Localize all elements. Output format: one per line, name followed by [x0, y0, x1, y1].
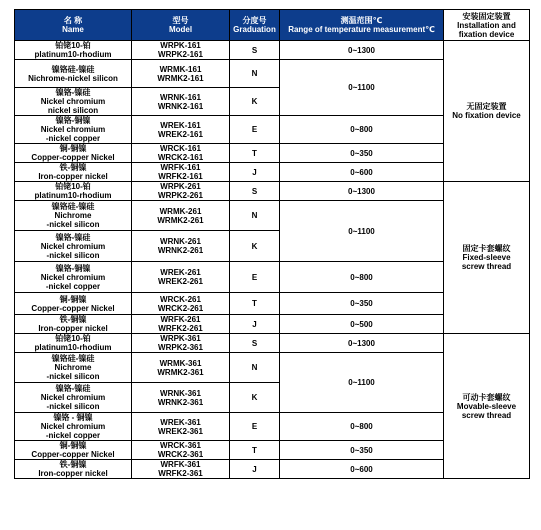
graduation-cell: K: [230, 231, 280, 262]
material-name-en: Nichrome: [54, 363, 92, 372]
model-number: WRNK-161: [160, 92, 201, 102]
range-cell: 0~800: [280, 262, 444, 293]
model-number: WREK-361: [160, 417, 201, 427]
model-number: WRFK2-361: [158, 469, 203, 478]
range-cell: 0~800: [280, 116, 444, 144]
fixation-device-cell: [444, 334, 530, 479]
header-installation: [444, 10, 530, 41]
model-number: WRFK-161: [160, 163, 201, 172]
model-number: WRMK-161: [159, 64, 202, 74]
model-cell: [132, 163, 230, 182]
header-graduation: [230, 10, 280, 41]
material-name-cell: [15, 383, 132, 413]
header-graduation-cn: 分度号: [242, 16, 267, 25]
material-name-en: -nickel silicon: [46, 220, 100, 229]
material-name-cn: 镍铬-镍硅: [55, 232, 91, 242]
fixation-cn: 固定卡套螺纹: [462, 244, 511, 253]
header-graduation-en: Graduation: [233, 25, 276, 34]
model-cell: [132, 116, 230, 144]
material-name-cell: [15, 88, 132, 116]
material-name-en: platinum10-rhodium: [34, 191, 112, 200]
material-name-en: platinum10-rhodium: [34, 343, 112, 352]
fixation-cn: 无固定装置: [466, 102, 507, 111]
graduation-cell: N: [230, 60, 280, 88]
header-installation-cn: 安装固定装置: [462, 11, 511, 21]
range-cell: 0~1100: [280, 201, 444, 262]
material-name-cell: [15, 116, 132, 144]
material-name-cn: 镍铬硅-镍硅: [51, 202, 95, 211]
material-name-cell: [15, 262, 132, 293]
material-name-cell: [15, 315, 132, 334]
graduation-cell: J: [230, 315, 280, 334]
range-cell: 0~500: [280, 315, 444, 334]
model-number: WRPK2-161: [158, 50, 203, 59]
graduation-cell: E: [230, 116, 280, 144]
material-name-cell: [15, 293, 132, 315]
fixation-en2: screw thread: [461, 410, 512, 420]
material-name-cell: [15, 460, 132, 479]
material-name-cn: 铜-铜镍: [59, 441, 87, 450]
model-cell: [132, 383, 230, 413]
model-number: WRMK2-361: [157, 367, 204, 377]
model-cell: [132, 201, 230, 231]
material-name-cell: [15, 182, 132, 201]
material-name-en: Iron-copper nickel: [38, 172, 108, 181]
model-number: WRPK-161: [160, 41, 201, 50]
header-name-en: Name: [62, 25, 84, 34]
model-cell: [132, 144, 230, 163]
material-name-cn: 铜-铜镍: [59, 144, 87, 153]
material-name-cn: 镍铬-镍硅: [55, 88, 91, 97]
graduation-cell: N: [230, 353, 280, 383]
model-cell: [132, 460, 230, 479]
header-range-cn: 测温范围℃: [340, 16, 383, 25]
material-name-cell: [15, 41, 132, 60]
material-name-en: -nickel copper: [45, 431, 101, 440]
material-name-en: -nickel copper: [45, 134, 101, 143]
material-name-en: -nickel silicon: [46, 402, 100, 411]
material-name-cell: [15, 60, 132, 88]
fixation-en1: Fixed-sleeve: [462, 253, 511, 262]
material-name-en: Copper-copper Nickel: [31, 450, 115, 459]
model-number: WRPK-361: [160, 334, 201, 343]
material-name-cn: 镍铬硅-镍硅: [51, 64, 95, 74]
header-name: [15, 10, 132, 41]
material-name-cn: 镍铬-镍硅: [55, 384, 91, 393]
model-number: WRCK2-261: [157, 303, 204, 313]
material-name-cn: 镍铬硅-镍硅: [51, 354, 95, 363]
model-number: WRFK2-261: [158, 324, 203, 333]
header-range-en: Range of temperature measurement℃: [288, 25, 435, 34]
header-installation-en1: Installation and: [457, 20, 516, 30]
model-number: WRMK2-161: [157, 73, 204, 83]
range-cell: 0~1300: [280, 41, 444, 60]
material-name-cell: [15, 144, 132, 163]
material-name-en: Nickel chromium: [40, 272, 106, 282]
model-number: WRFK-361: [160, 460, 201, 469]
material-name-cell: [15, 231, 132, 262]
fixation-cn: 可动卡套螺纹: [462, 392, 511, 402]
graduation-cell: J: [230, 460, 280, 479]
range-cell: 0~1300: [280, 334, 444, 353]
range-cell: 0~350: [280, 441, 444, 460]
model-number: WRCK2-161: [157, 153, 204, 162]
fixation-en1: No fixation device: [452, 111, 521, 120]
material-name-en: Copper-copper Nickel: [31, 153, 115, 162]
material-name-en: nickel silicon: [47, 106, 99, 115]
material-name-cell: [15, 441, 132, 460]
model-cell: [132, 334, 230, 353]
model-number: WREK2-161: [158, 129, 203, 139]
model-cell: [132, 315, 230, 334]
graduation-cell: T: [230, 293, 280, 315]
model-number: WRPK-261: [160, 182, 201, 191]
spec-table-container: [14, 9, 529, 479]
model-number: WRFK2-161: [158, 172, 203, 181]
model-cell: [132, 413, 230, 441]
graduation-cell: T: [230, 144, 280, 163]
model-number: WREK2-261: [158, 277, 203, 286]
range-cell: 0~1100: [280, 353, 444, 413]
range-cell: 0~1300: [280, 182, 444, 201]
material-name-en: Iron-copper nickel: [38, 324, 108, 333]
model-cell: [132, 262, 230, 293]
range-cell: 0~350: [280, 293, 444, 315]
model-number: WREK-261: [160, 268, 201, 277]
model-cell: [132, 231, 230, 262]
header-row: [15, 10, 530, 41]
model-number: WRFK-261: [160, 315, 201, 324]
model-number: WRPK2-361: [158, 343, 203, 352]
material-name-en: Nickel chromium: [40, 125, 106, 134]
model-cell: [132, 353, 230, 383]
material-name-cell: [15, 163, 132, 182]
model-cell: [132, 293, 230, 315]
material-name-cn: 铁-铜镍: [59, 163, 87, 172]
graduation-cell: T: [230, 441, 280, 460]
graduation-cell: K: [230, 383, 280, 413]
header-installation-en2: fixation device: [458, 29, 515, 39]
range-cell: 0~600: [280, 460, 444, 479]
fixation-en1: Movable-sleeve: [456, 401, 517, 411]
material-name-en: -nickel silicon: [46, 372, 100, 381]
graduation-cell: E: [230, 413, 280, 441]
material-name-en: Nickel chromium: [40, 97, 106, 106]
material-name-en: Iron-copper nickel: [38, 469, 108, 478]
model-number: WRPK2-261: [158, 191, 203, 200]
model-number: WRCK2-361: [157, 450, 204, 459]
model-number: WRNK2-161: [157, 101, 204, 111]
header-model: [132, 10, 230, 41]
range-cell: 0~350: [280, 144, 444, 163]
material-name-en: Nickel chromium: [40, 241, 106, 251]
graduation-cell: E: [230, 262, 280, 293]
model-cell: [132, 88, 230, 116]
graduation-cell: S: [230, 182, 280, 201]
material-name-en: Nichrome-nickel silicon: [28, 73, 118, 83]
model-number: WREK2-361: [158, 426, 203, 436]
material-name-en: -nickel silicon: [46, 250, 100, 260]
table-row: [15, 334, 530, 353]
material-name-cn: 镍铬-铜镍: [55, 263, 91, 273]
fixation-device-cell: [444, 182, 530, 334]
material-name-cn: 铁-铜镍: [59, 315, 87, 324]
model-number: WREK-161: [160, 120, 201, 130]
model-number: WRNK-261: [160, 237, 201, 246]
model-number: WRNK2-261: [157, 246, 204, 255]
material-name-cell: [15, 353, 132, 383]
model-number: WRMK2-261: [157, 215, 204, 225]
material-name-cn: 铂铑10-铂: [55, 334, 91, 343]
material-name-cn: 铂铑10-铂: [55, 41, 91, 50]
material-name-cell: [15, 201, 132, 231]
material-name-en: Nickel chromium: [40, 422, 106, 431]
model-number: WRCK-261: [160, 294, 201, 304]
graduation-cell: K: [230, 88, 280, 116]
material-name-cn: 铂铑10-铂: [55, 182, 91, 191]
header-range: [280, 10, 444, 41]
model-cell: [132, 441, 230, 460]
fixation-device-cell: [444, 41, 530, 182]
spec-table-body: [15, 41, 530, 479]
graduation-cell: S: [230, 334, 280, 353]
header-model-en: Model: [168, 25, 193, 34]
range-cell: 0~800: [280, 413, 444, 441]
header-model-cn: 型号: [172, 16, 189, 25]
material-name-en: platinum10-rhodium: [34, 50, 112, 59]
graduation-cell: N: [230, 201, 280, 231]
material-name-cn: 铁-铜镍: [59, 460, 87, 469]
model-number: WRNK2-361: [157, 397, 204, 407]
model-cell: [132, 41, 230, 60]
material-name-en: Copper-copper Nickel: [31, 303, 115, 313]
material-name-en: -nickel copper: [45, 281, 101, 291]
graduation-cell: J: [230, 163, 280, 182]
header-name-cn: 名 称: [63, 16, 83, 25]
material-name-cn: 镍铬-铜镍: [55, 116, 91, 125]
model-number: WRNK-361: [160, 388, 201, 398]
material-name-en: Nichrome: [54, 211, 92, 220]
graduation-cell: S: [230, 41, 280, 60]
thermocouple-spec-table: [14, 9, 530, 479]
material-name-cn: 铜-铜镍: [59, 294, 87, 304]
material-name-cell: [15, 334, 132, 353]
material-name-cn: 镍铬 - 铜镍: [53, 413, 93, 422]
table-row: [15, 41, 530, 60]
model-number: WRCK-361: [160, 441, 201, 450]
model-number: WRMK-261: [159, 206, 202, 216]
table-row: [15, 182, 530, 201]
model-number: WRMK-361: [159, 358, 202, 368]
model-cell: [132, 182, 230, 201]
fixation-en2: screw thread: [461, 262, 512, 271]
range-cell: 0~600: [280, 163, 444, 182]
material-name-cell: [15, 413, 132, 441]
material-name-en: Nickel chromium: [40, 393, 106, 402]
range-cell: 0~1100: [280, 60, 444, 116]
model-cell: [132, 60, 230, 88]
model-number: WRCK-161: [160, 144, 201, 153]
